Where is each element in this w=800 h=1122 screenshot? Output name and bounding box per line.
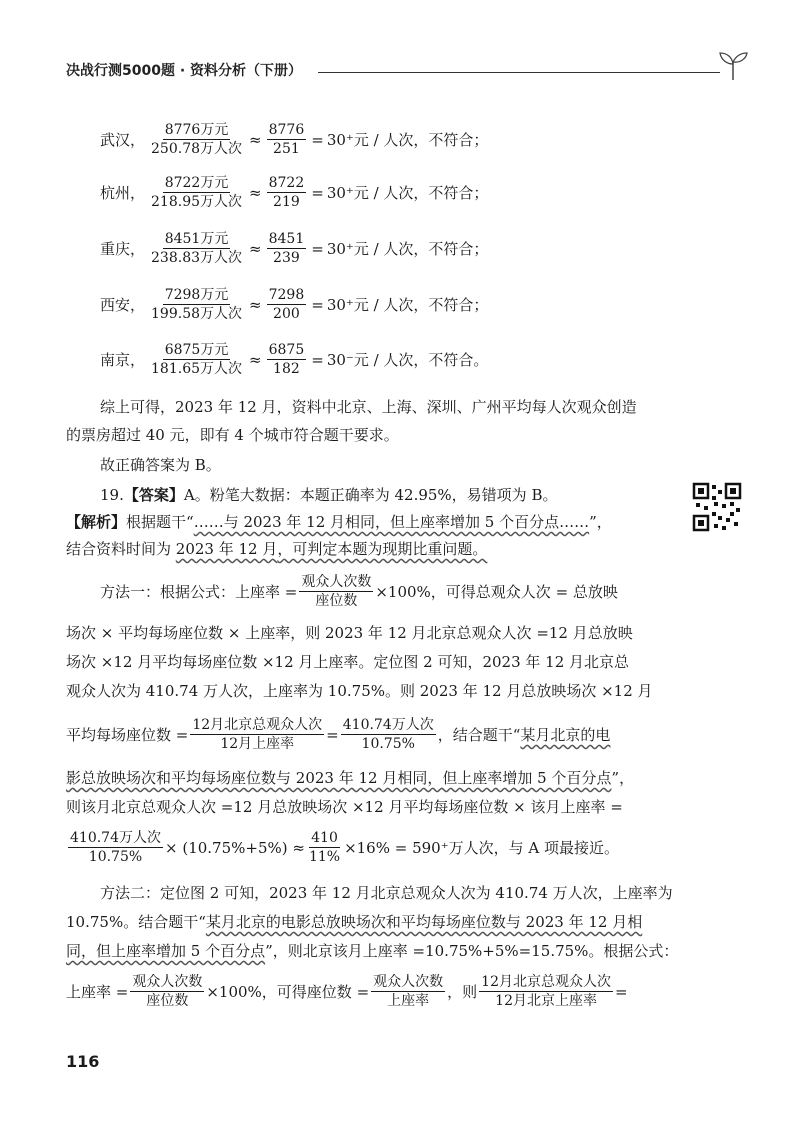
header-rule bbox=[318, 72, 720, 73]
summary-answer: 故正确答案为 B。 bbox=[100, 456, 221, 474]
fraction-approx: $\frac{7298}{200}$ bbox=[268, 287, 305, 322]
fraction-revenue-over-audience: $\frac{\text{8776万元}}{\text{250.78万人次}}$ bbox=[151, 122, 243, 157]
city-name: 武汉， bbox=[100, 131, 146, 149]
calc-row-wuhan: 武汉， $\frac{\text{8776万元}}{\text{250.78万人次}}$ ≈ $\frac{8776}{251}$ = 30⁺元 / 人次，不符合； bbox=[100, 122, 489, 157]
analysis-tag: 【解析】 bbox=[66, 513, 127, 531]
method2-line-2: 10.75%。结合题干“某月北京的电影总放映场次和平均每场座位数与 2023 年 12 月相 bbox=[66, 913, 643, 931]
calc-result: 30⁺元 / 人次，不符合； bbox=[326, 131, 489, 149]
quoted-condition: 同，但上座率增加 5 个百分点 bbox=[66, 942, 266, 960]
calc-row-hangzhou: 杭州， $\frac{\text{8722万元}}{\text{218.95万人次}}$ ≈ $\frac{8722}{219}$ = 30⁺元 / 人次，不符合； bbox=[100, 175, 489, 210]
calc-row-chongqing: 重庆， $\frac{\text{8451万元}}{\text{238.83万人次}}$ ≈ $\frac{8451}{239}$ = 30⁺元 / 人次，不符合； bbox=[100, 231, 489, 266]
calc-result: 30⁺元 / 人次，不符合； bbox=[326, 184, 489, 202]
fraction-approx: $\frac{6875}{182}$ bbox=[268, 342, 305, 377]
fraction-revenue-over-audience: $\frac{\text{8722万元}}{\text{218.95万人次}}$ bbox=[151, 175, 243, 210]
q19-answer-line bbox=[100, 484, 557, 506]
fraction-beijing: $\frac{\text{12月北京总观众人次}}{\text{12月北京上座率}}$ bbox=[481, 974, 611, 1009]
answer-text: A。粉笔大数据：本题正确率为 42.95%，易错项为 B。 bbox=[183, 486, 558, 504]
summary-line-2: 的票房超过 40 元，即有 4 个城市符合题干要求。 bbox=[66, 426, 399, 444]
summary-line-1: 综上可得，2023 年 12 月，资料中北京、上海、深圳、广州平均每人次观众创造 bbox=[100, 398, 637, 416]
fraction-values: $\frac{\text{410.74万人次}}{10.75\%}$ bbox=[70, 830, 161, 865]
method1-line-4: 观众人次为 410.74 万人次，上座率为 10.75%。则 2023 年 12 月总放映场次 ×12 月 bbox=[66, 682, 653, 700]
city-name: 西安， bbox=[100, 296, 146, 314]
q19-analysis-line-1: 【解析】根据题干“……与 2023 年 12 月相同，但上座率增加 5 个百分点……”， bbox=[66, 513, 612, 531]
quoted-condition: 影总放映场次和平均每场座位数与 2023 年 12 月相同，但上座率增加 5 个百分点 bbox=[66, 769, 612, 787]
fraction-revenue-over-audience: $\frac{\text{7298万元}}{\text{199.58万人次}}$ bbox=[151, 287, 243, 322]
fraction-approx: $\frac{8722}{219}$ bbox=[268, 175, 305, 210]
method2-line-4: 上座率 = $\frac{\text{观众人次数}}{\text{座位数}}$ ×100%，可得座位数 = $\frac{\text{观众人次数}}{\text{上座率}}$ ，则 $\frac{\text{12月北京总观众人次}}{\text{12月北京上座率}}$ = bbox=[66, 974, 628, 1009]
quoted-condition: ……与 2023 年 12 月相同，但上座率增加 5 个百分点…… bbox=[193, 513, 590, 531]
calc-result: 30⁻元 / 人次，不符合。 bbox=[326, 351, 489, 369]
method1-line-7: 则该月北京总观众人次 =12 月总放映场次 ×12 月平均每场座位数 × 该月上座率 = bbox=[66, 798, 623, 816]
fraction-occupancy: $\frac{\text{观众人次数}}{\text{座位数}}$ bbox=[132, 974, 203, 1009]
sprout-icon bbox=[716, 48, 750, 82]
fraction-approx: $\frac{8451}{239}$ bbox=[268, 231, 305, 266]
method2-line-3: 同，但上座率增加 5 个百分点”，则北京该月上座率 =10.75%+5%=15.75%。根据公式： bbox=[66, 942, 679, 960]
answer-tag: 【答案】 bbox=[123, 486, 184, 504]
fraction-values: $\frac{\text{410.74万人次}}{10.75\%}$ bbox=[342, 717, 434, 752]
fraction-occupancy: $\frac{\text{观众人次数}}{\text{座位数}}$ bbox=[301, 574, 372, 609]
fraction-audience-over-rate: $\frac{\text{12月北京总观众人次}}{\text{12月上座率}}$ bbox=[192, 717, 323, 752]
question-number: 19. bbox=[100, 486, 124, 504]
q19-analysis-line-2: 结合资料时间为 2023 年 12 月，可判定本题为现期比重问题。 bbox=[66, 540, 488, 558]
city-name: 南京， bbox=[100, 351, 146, 369]
calc-result: 30⁺元 / 人次，不符合； bbox=[326, 240, 489, 258]
calc-result: 30⁺元 / 人次，不符合； bbox=[326, 296, 489, 314]
fraction-approx: $\frac{8776}{251}$ bbox=[268, 122, 305, 157]
city-name: 杭州， bbox=[100, 184, 146, 202]
method1-line-5: 平均每场座位数 = $\frac{\text{12月北京总观众人次}}{\text{12月上座率}}$ = $\frac{\text{410.74万人次}}{10.75\%}$ ，结合题干“ 某月北京的电 bbox=[66, 717, 611, 752]
qr-code-icon[interactable] bbox=[692, 482, 742, 532]
calc-row-xian: 西安， $\frac{\text{7298万元}}{\text{199.58万人次}}$ ≈ $\frac{7298}{200}$ = 30⁺元 / 人次，不符合； bbox=[100, 287, 489, 322]
method1-line-3: 场次 ×12 月平均每场座位数 ×12 月上座率。定位图 2 可知，2023 年 12 月北京总 bbox=[66, 653, 630, 671]
fraction-revenue-over-audience: $\frac{\text{8451万元}}{\text{238.83万人次}}$ bbox=[151, 231, 243, 266]
page-number: 116 bbox=[66, 1052, 100, 1071]
method1-line-6: 影总放映场次和平均每场座位数与 2023 年 12 月相同，但上座率增加 5 个百分点”， bbox=[66, 769, 635, 787]
fraction-seats: $\frac{\text{观众人次数}}{\text{上座率}}$ bbox=[373, 974, 444, 1009]
city-name: 重庆， bbox=[100, 240, 146, 258]
fraction-revenue-over-audience: $\frac{\text{6875万元}}{\text{181.65万人次}}$ bbox=[151, 342, 243, 377]
method1-line-1: 方法一：根据公式：上座率 = $\frac{\text{观众人次数}}{\text{座位数}}$ ×100%，可得总观众人次 = 总放映 bbox=[100, 574, 618, 609]
method2-line-1: 方法二：定位图 2 可知，2023 年 12 月北京总观众人次为 410.74 万人次，上座率为 bbox=[100, 884, 673, 902]
quoted-condition: 某月北京的电影总放映场次和平均每场座位数与 2023 年 12 月相 bbox=[205, 913, 643, 931]
calc-row-nanjing: 南京， $\frac{\text{6875万元}}{\text{181.65万人次}}$ ≈ $\frac{6875}{182}$ = 30⁻元 / 人次，不符合。 bbox=[100, 342, 489, 377]
method1-line-8: $\frac{\text{410.74万人次}}{10.75\%}$ × (10.75%+5%) ≈ $\frac{410}{11\%}$ ×16% = 590⁺万人次，与 A 项最接近。 bbox=[70, 830, 619, 865]
quoted-date: 2023 年 12 月 bbox=[175, 540, 278, 558]
fraction-approx: $\frac{410}{11\%}$ bbox=[308, 830, 341, 865]
method1-line-2: 场次 × 平均每场座位数 × 上座率，则 2023 年 12 月北京总观众人次 =12 月总放映 bbox=[66, 624, 633, 642]
page-header-title: 决战行测5000题 · 资料分析（下册） bbox=[66, 63, 303, 79]
